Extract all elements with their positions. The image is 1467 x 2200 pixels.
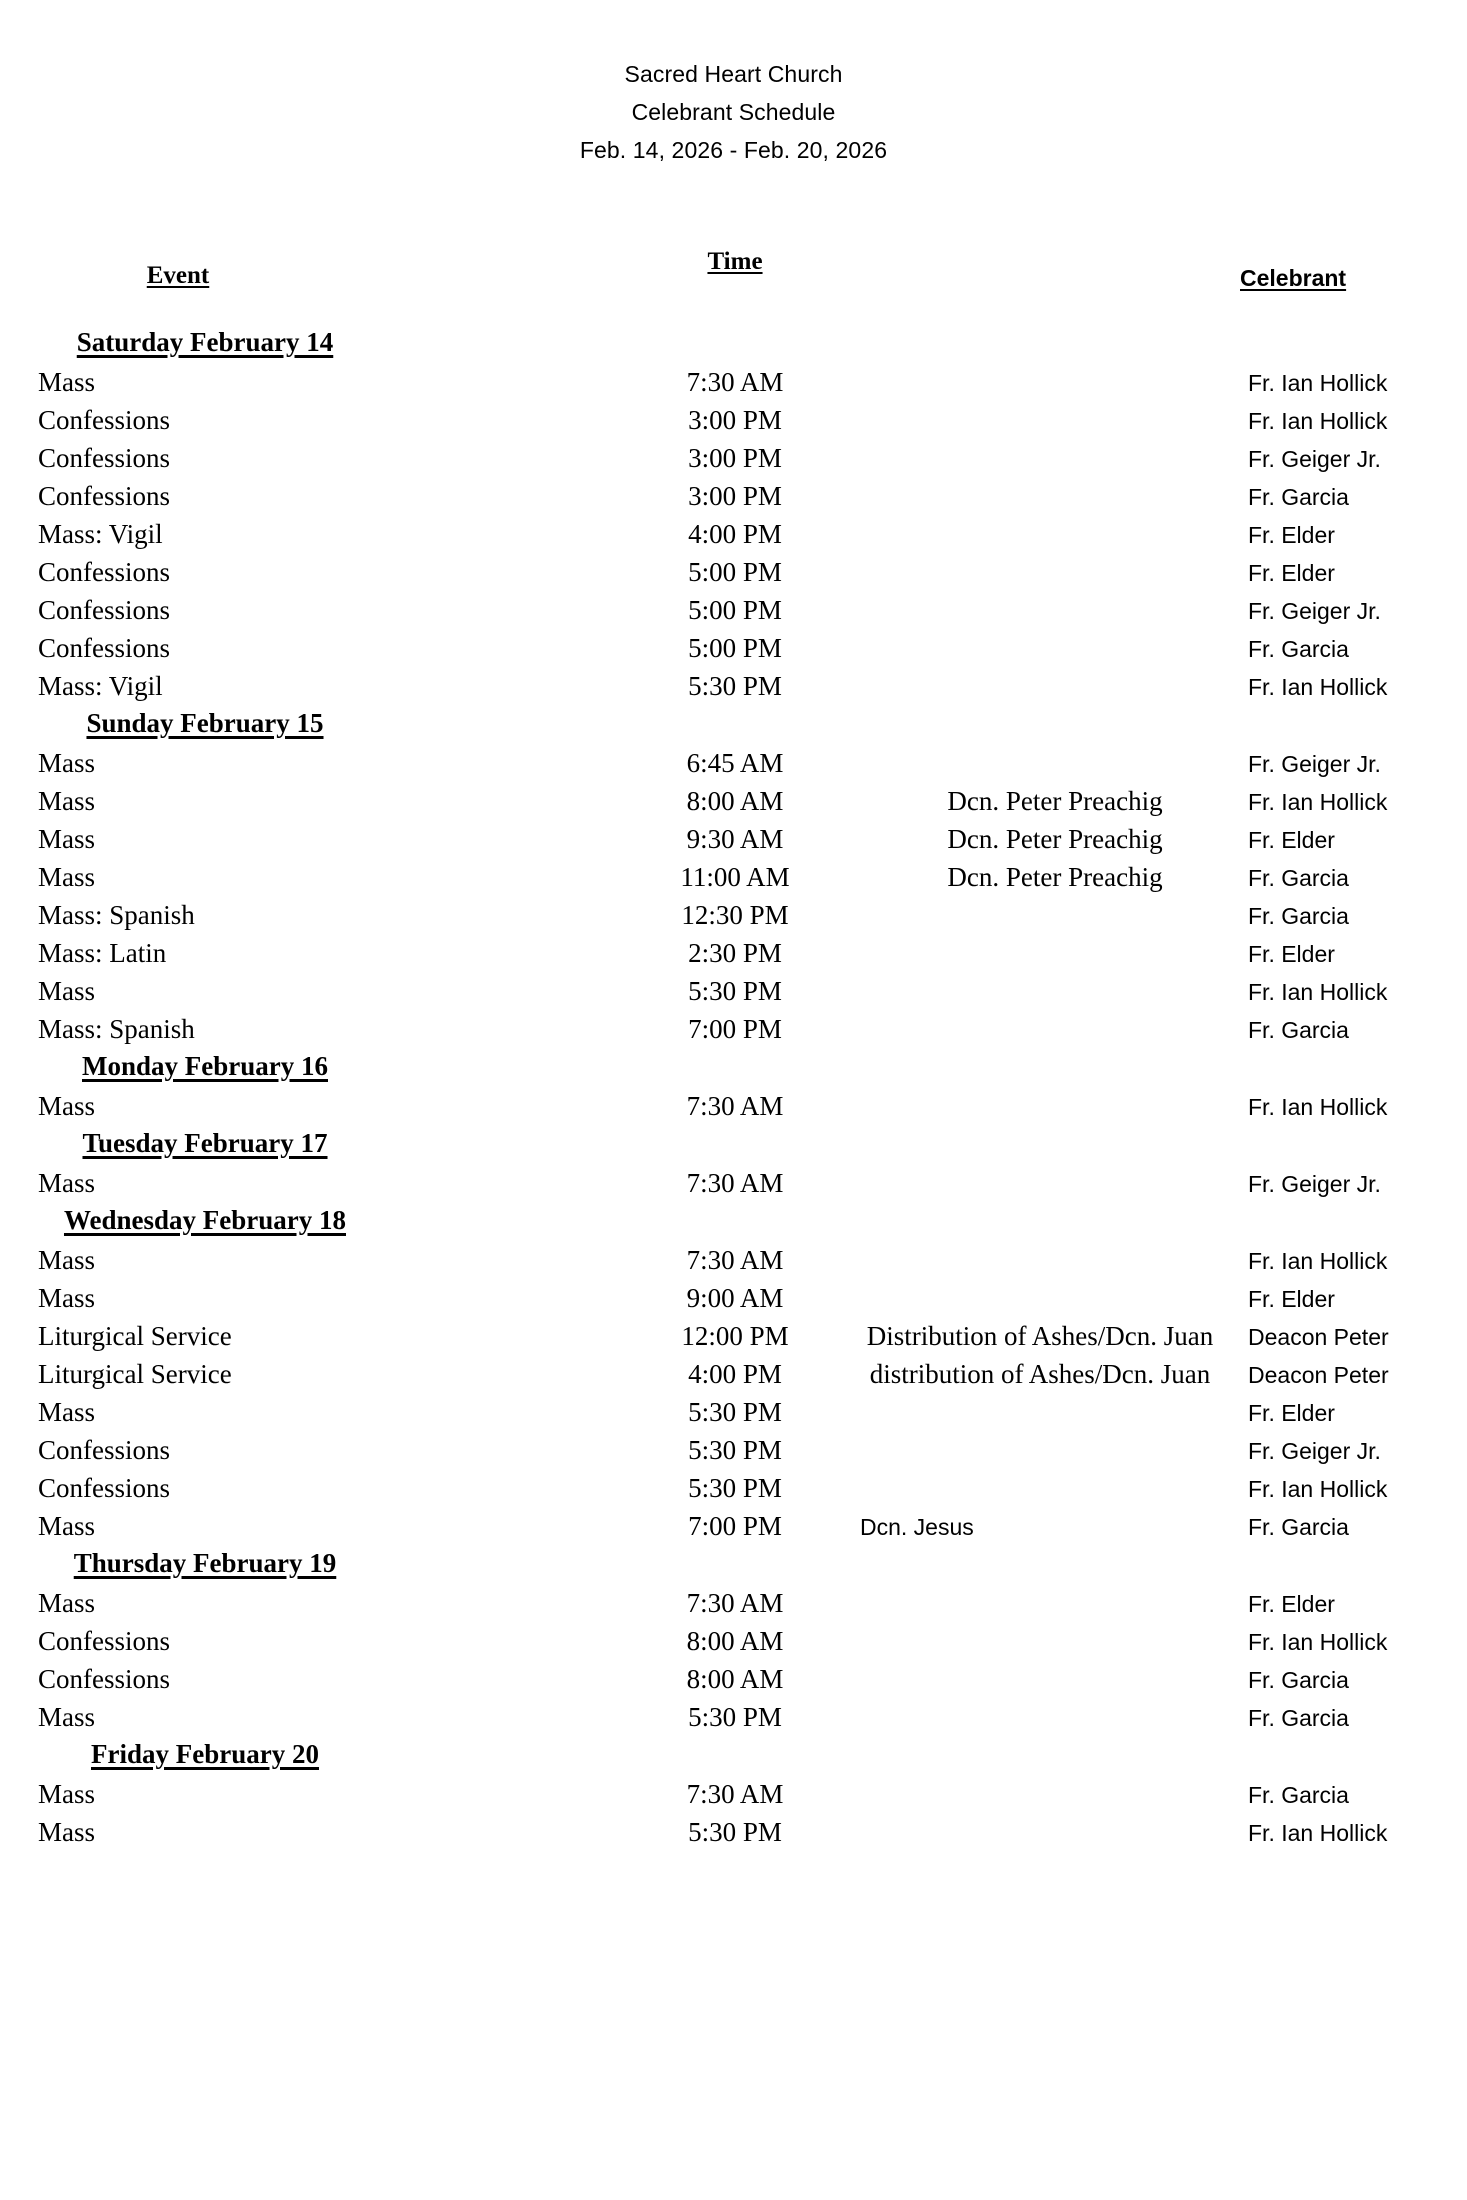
schedule-row (0, 403, 1467, 441)
celebrant-cell: Fr. Elder (1248, 560, 1335, 586)
time-cell: 6:45 AM (686, 748, 784, 778)
note-cell: Dcn. Peter Preachig (947, 786, 1163, 816)
date-range: Feb. 14, 2026 - Feb. 20, 2026 (579, 137, 888, 163)
schedule-row (0, 555, 1467, 593)
schedule-row (0, 1509, 1467, 1547)
celebrant-cell: Fr. Elder (1248, 827, 1335, 853)
time-cell: 9:30 AM (686, 824, 784, 854)
event-cell: Mass (38, 1588, 96, 1618)
day-section-row (0, 707, 1467, 746)
time-cell: 5:30 PM (688, 1817, 782, 1847)
event-cell: Confessions (38, 633, 171, 663)
document-header (0, 55, 1467, 169)
event-cell: Confessions (38, 443, 171, 473)
time-cell: 5:30 PM (688, 1702, 782, 1732)
schedule-row (0, 479, 1467, 517)
schedule-row (0, 631, 1467, 669)
schedule-row (0, 822, 1467, 860)
event-cell: Confessions (38, 595, 171, 625)
schedule-row (0, 746, 1467, 784)
event-cell: Mass (38, 786, 96, 816)
time-cell: 7:00 PM (688, 1511, 782, 1541)
celebrant-cell: Fr. Ian Hollick (1248, 408, 1388, 434)
celebrant-cell: Fr. Garcia (1248, 1705, 1349, 1731)
celebrant-cell: Fr. Elder (1248, 1591, 1335, 1617)
schedule-row (0, 1243, 1467, 1281)
day-heading: Tuesday February 17 (82, 1128, 328, 1158)
event-cell: Confessions (38, 1435, 171, 1465)
time-cell: 3:00 PM (688, 481, 782, 511)
event-cell: Mass: Spanish (38, 900, 195, 930)
time-cell: 5:30 PM (688, 976, 782, 1006)
schedule-row (0, 1319, 1467, 1357)
column-header-celebrant: Celebrant (1240, 265, 1347, 291)
event-cell: Mass (38, 1245, 96, 1275)
celebrant-cell: Fr. Elder (1248, 1400, 1335, 1426)
event-cell: Liturgical Service (38, 1321, 232, 1351)
schedule-row (0, 1700, 1467, 1738)
event-cell: Mass (38, 862, 96, 892)
schedule-row (0, 593, 1467, 631)
event-cell: Mass (38, 1168, 96, 1198)
schedule-row (0, 936, 1467, 974)
schedule-row (0, 1662, 1467, 1700)
event-cell: Mass: Latin (38, 938, 167, 968)
time-cell: 11:00 AM (680, 862, 790, 892)
celebrant-cell: Fr. Ian Hollick (1248, 370, 1388, 396)
day-heading: Friday February 20 (91, 1739, 319, 1769)
celebrant-cell: Fr. Ian Hollick (1248, 1820, 1388, 1846)
schedule-row (0, 1777, 1467, 1815)
celebrant-cell: Fr. Geiger Jr. (1248, 598, 1381, 624)
celebrant-cell: Fr. Garcia (1248, 1017, 1349, 1043)
note-cell: distribution of Ashes/Dcn. Juan (869, 1359, 1211, 1389)
time-cell: 7:30 AM (686, 1588, 784, 1618)
celebrant-cell: Fr. Geiger Jr. (1248, 1171, 1381, 1197)
event-cell: Mass (38, 1511, 96, 1541)
schedule-row (0, 441, 1467, 479)
celebrant-cell: Fr. Ian Hollick (1248, 1476, 1388, 1502)
schedule-row (0, 860, 1467, 898)
time-cell: 5:00 PM (688, 595, 782, 625)
schedule-row (0, 898, 1467, 936)
schedule-row (0, 1012, 1467, 1050)
event-cell: Confessions (38, 481, 171, 511)
schedule-row (0, 1471, 1467, 1509)
time-cell: 12:00 PM (681, 1321, 789, 1351)
event-cell: Mass (38, 1283, 96, 1313)
event-cell: Confessions (38, 1473, 171, 1503)
note-cell: Distribution of Ashes/Dcn. Juan (866, 1321, 1214, 1351)
day-heading: Sunday February 15 (86, 708, 324, 738)
time-cell: 7:30 AM (686, 1779, 784, 1809)
celebrant-cell: Fr. Ian Hollick (1248, 1248, 1388, 1274)
schedule-row (0, 517, 1467, 555)
note-cell: Dcn. Peter Preachig (947, 824, 1163, 854)
time-cell: 4:00 PM (688, 1359, 782, 1389)
celebrant-cell: Fr. Elder (1248, 1286, 1335, 1312)
time-cell: 3:00 PM (688, 405, 782, 435)
schedule-row (0, 1586, 1467, 1624)
time-cell: 7:30 AM (686, 1168, 784, 1198)
time-cell: 7:30 AM (686, 367, 784, 397)
time-cell: 8:00 AM (686, 786, 784, 816)
event-cell: Mass (38, 976, 96, 1006)
event-cell: Mass (38, 367, 96, 397)
schedule-row (0, 1624, 1467, 1662)
day-section-row (0, 326, 1467, 365)
event-cell: Confessions (38, 1626, 171, 1656)
event-cell: Mass: Vigil (38, 519, 163, 549)
time-cell: 5:00 PM (688, 633, 782, 663)
event-cell: Confessions (38, 557, 171, 587)
time-cell: 2:30 PM (688, 938, 782, 968)
schedule-row (0, 1433, 1467, 1471)
celebrant-cell: Fr. Ian Hollick (1248, 1629, 1388, 1655)
celebrant-cell: Fr. Garcia (1248, 484, 1349, 510)
celebrant-cell: Fr. Geiger Jr. (1248, 751, 1381, 777)
celebrant-cell: Fr. Garcia (1248, 903, 1349, 929)
schedule-row (0, 1815, 1467, 1853)
schedule-row (0, 1089, 1467, 1127)
celebrant-cell: Fr. Ian Hollick (1248, 674, 1388, 700)
schedule-row (0, 1281, 1467, 1319)
day-section-row (0, 1204, 1467, 1243)
time-cell: 5:30 PM (688, 1473, 782, 1503)
celebrant-cell: Fr. Ian Hollick (1248, 1094, 1388, 1120)
celebrant-cell: Fr. Elder (1248, 522, 1335, 548)
celebrant-cell: Fr. Geiger Jr. (1248, 1438, 1381, 1464)
celebrant-cell: Fr. Garcia (1248, 636, 1349, 662)
day-heading: Monday February 16 (82, 1051, 328, 1081)
time-cell: 7:30 AM (686, 1245, 784, 1275)
time-cell: 3:00 PM (688, 443, 782, 473)
schedule-name: Celebrant Schedule (631, 99, 836, 125)
time-cell: 5:00 PM (688, 557, 782, 587)
event-cell: Mass: Vigil (38, 671, 163, 701)
column-header-time: Time (707, 248, 763, 275)
event-cell: Mass (38, 1779, 96, 1809)
day-section-row (0, 1547, 1467, 1586)
event-cell: Mass (38, 1091, 96, 1121)
celebrant-cell: Fr. Ian Hollick (1248, 979, 1388, 1005)
event-cell: Mass (38, 748, 96, 778)
event-cell: Liturgical Service (38, 1359, 232, 1389)
day-section-row (0, 1050, 1467, 1089)
time-cell: 9:00 AM (686, 1283, 784, 1313)
celebrant-cell: Fr. Elder (1248, 941, 1335, 967)
schedule-row (0, 669, 1467, 707)
schedule-row (0, 974, 1467, 1012)
celebrant-cell: Fr. Ian Hollick (1248, 789, 1388, 815)
time-cell: 7:00 PM (688, 1014, 782, 1044)
time-cell: 7:30 AM (686, 1091, 784, 1121)
day-heading: Thursday February 19 (73, 1548, 337, 1578)
time-cell: 8:00 AM (686, 1626, 784, 1656)
event-cell: Mass (38, 1702, 96, 1732)
event-cell: Mass (38, 1397, 96, 1427)
celebrant-cell: Fr. Garcia (1248, 865, 1349, 891)
day-heading: Wednesday February 18 (63, 1205, 346, 1235)
schedule-row (0, 1166, 1467, 1204)
event-cell: Confessions (38, 405, 171, 435)
time-cell: 12:30 PM (681, 900, 789, 930)
time-cell: 5:30 PM (688, 1435, 782, 1465)
schedule-row (0, 784, 1467, 822)
celebrant-cell: Fr. Garcia (1248, 1514, 1349, 1540)
event-cell: Confessions (38, 1664, 171, 1694)
time-cell: 4:00 PM (688, 519, 782, 549)
note-cell: Dcn. Peter Preachig (947, 862, 1163, 892)
day-section-row (0, 1127, 1467, 1166)
note-cell: Dcn. Jesus (860, 1514, 974, 1540)
event-cell: Mass (38, 824, 96, 854)
schedule-row (0, 365, 1467, 403)
time-cell: 5:30 PM (688, 671, 782, 701)
column-header-event: Event (146, 262, 210, 289)
celebrant-cell: Fr. Garcia (1248, 1782, 1349, 1808)
schedule-table (0, 326, 1467, 1853)
schedule-row (0, 1395, 1467, 1433)
time-cell: 5:30 PM (688, 1397, 782, 1427)
event-cell: Mass: Spanish (38, 1014, 195, 1044)
time-cell: 8:00 AM (686, 1664, 784, 1694)
celebrant-cell: Deacon Peter (1248, 1362, 1389, 1388)
schedule-row (0, 1357, 1467, 1395)
celebrant-cell: Fr. Garcia (1248, 1667, 1349, 1693)
day-heading: Saturday February 14 (76, 327, 334, 357)
church-name: Sacred Heart Church (624, 61, 843, 87)
day-section-row (0, 1738, 1467, 1777)
celebrant-cell: Deacon Peter (1248, 1324, 1389, 1350)
event-cell: Mass (38, 1817, 96, 1847)
celebrant-cell: Fr. Geiger Jr. (1248, 446, 1381, 472)
